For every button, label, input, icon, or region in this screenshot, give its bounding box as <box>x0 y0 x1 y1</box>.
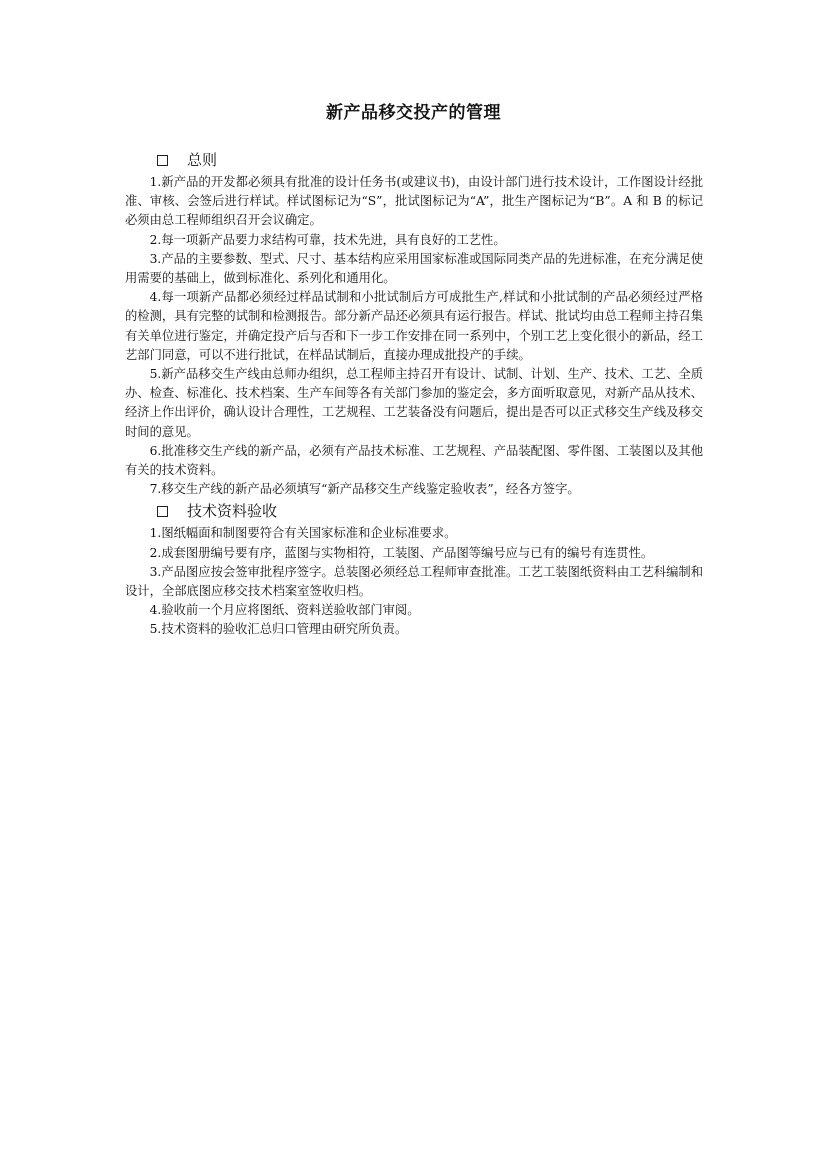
paragraph: 2.成套图册编号要有序，蓝图与实物相符，工装图、产品图等编号应与已有的编号有连贯性。 <box>149 545 654 560</box>
paragraph: 7.移交生产线的新产品必须填写“新产品移交生产线鉴定验收表”，经各方签字。 <box>149 482 580 497</box>
paragraph: 4.验收前一个月应将图纸、资料送验收部门审阅。 <box>149 603 420 618</box>
paragraph: 5.新产品移交生产线由总师办组织，总工程师主持召开有设计、试制、计划、生产、技术、工艺、全质办、检查、标准化、技术档案、生产车间等各有关部门参加的鉴定会，多方面听取意见，对新产品从技术、经济上作出评价，确认设计合理性，工艺规程、工艺装备没有问题后，提出是否可以正式移交生产线及移交时间的意见。 <box>125 367 703 439</box>
document-title: 新产品移交投产的管理 <box>326 103 501 123</box>
paragraph: 2.每一项新产品要力求结构可靠，技术先进，具有良好的工艺性。 <box>149 232 506 247</box>
section-heading-technical-data <box>157 500 703 522</box>
paragraph: 1.图纸幅面和制图要符合有关国家标准和企业标准要求。 <box>149 526 457 541</box>
section-heading-general <box>157 149 703 171</box>
paragraph: 6.批准移交生产线的新产品，必须有产品技术标准、工艺规程、产品装配图、零件图、工装图以及其他有关的技术资料。 <box>125 443 703 478</box>
paragraph: 3.产品的主要参数、型式、尺寸、基本结构应采用国家标准或国际同类产品的先进标准，在充分满足使用需要的基础上，做到标准化、系列化和通用化。 <box>125 251 703 286</box>
paragraph: 1.新产品的开发都必须具有批准的设计任务书(或建议书)，由设计部门进行技术设计，工作图设计经批准、审核、会签后进行样试。样试图标记为“S”，批试图标记为“A”，批生产图标记为“B”。A 和 B 的标记必须由总工程师组织召开会议确定。 <box>125 175 703 228</box>
paragraph: 3.产品图应按会签审批程序签字。总装图必须经总工程师审查批准。工艺工装图纸资料由工艺科编制和设计，全部底图应移交技术档案室签收归档。 <box>125 564 703 599</box>
section-heading-label: 总则 <box>187 151 218 169</box>
document-body <box>125 149 703 640</box>
checkbox-icon <box>157 155 168 166</box>
checkbox-icon <box>157 506 168 517</box>
paragraph: 5.技术资料的验收汇总归口管理由研究所负责。 <box>149 622 408 637</box>
section-heading-label: 技术资料验收 <box>187 502 278 521</box>
paragraph: 4.每一项新产品都必须经过样品试制和小批试制后方可成批生产,样试和小批试制的产品必须经过严格的检测，具有完整的试制和检测报告。部分新产品还必须具有运行报告。样试、批试均由总工程师主持召集有关单位进行鉴定，并确定投产后与否和下一步工作安排在同一系列中，个别工艺上变化很小的新品，经工艺部门同意，可以不进行批试，在样品试制后，直接办理成批投产的手续。 <box>125 290 703 362</box>
